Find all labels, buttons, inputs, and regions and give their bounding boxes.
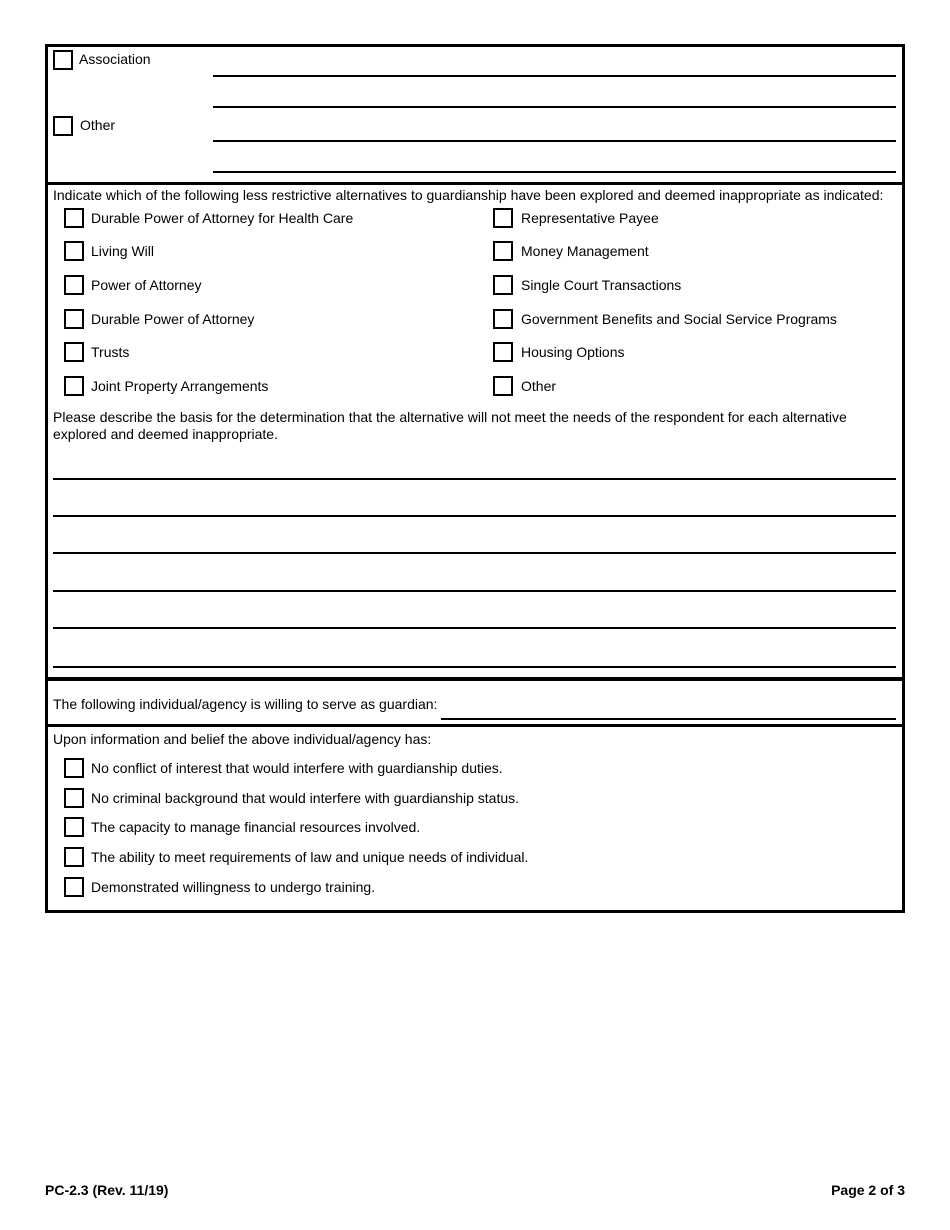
alt-left-checkbox-3[interactable]	[64, 275, 84, 295]
describe-line-1[interactable]	[53, 478, 896, 480]
describe-prompt: Please describe the basis for the determination that the alternative will not meet the needs of the respondent for each alternative explored and deemed inappropriate.	[53, 409, 847, 442]
footer-form-id: PC-2.3 (Rev. 11/19)	[45, 1182, 169, 1198]
qualifications-intro: Upon information and belief the above individual/agency has:	[53, 731, 432, 747]
alt-left-label-3: Power of Attorney	[91, 277, 202, 293]
footer-page-number: Page 2 of 3	[831, 1182, 905, 1198]
alt-left-checkbox-4[interactable]	[64, 309, 84, 329]
alternatives-intro: Indicate which of the following less restrictive alternatives to guardianship have been explored and deemed inappropriate as indicated:	[53, 187, 884, 203]
describe-line-4[interactable]	[53, 590, 896, 592]
alt-right-label-3: Single Court Transactions	[521, 277, 682, 293]
other-entity-line-2[interactable]	[213, 171, 896, 173]
alt-left-checkbox-6[interactable]	[64, 376, 84, 396]
alt-right-label-4: Government Benefits and Social Service Programs	[521, 311, 837, 327]
qual-checkbox-1[interactable]	[64, 758, 84, 778]
association-line-2[interactable]	[213, 106, 896, 108]
alt-left-label-4: Durable Power of Attorney	[91, 311, 255, 327]
alt-right-checkbox-6[interactable]	[493, 376, 513, 396]
alt-right-checkbox-2[interactable]	[493, 241, 513, 261]
alt-left-checkbox-2[interactable]	[64, 241, 84, 261]
section-divider-2	[47, 677, 903, 681]
alt-right-checkbox-3[interactable]	[493, 275, 513, 295]
alt-left-checkbox-1[interactable]	[64, 208, 84, 228]
section-divider-3	[47, 724, 903, 727]
association-label: Association	[79, 51, 151, 67]
describe-line-3[interactable]	[53, 552, 896, 554]
alt-right-label-1: Representative Payee	[521, 210, 659, 226]
alt-left-checkbox-5[interactable]	[64, 342, 84, 362]
alt-left-label-1: Durable Power of Attorney for Health Care	[91, 210, 354, 226]
describe-line-6[interactable]	[53, 666, 896, 668]
association-line-1[interactable]	[213, 75, 896, 77]
alt-left-label-5: Trusts	[91, 344, 130, 360]
section-divider-1	[47, 182, 903, 185]
guardian-willing-label: The following individual/agency is willing to serve as guardian:	[53, 696, 438, 712]
alt-right-label-5: Housing Options	[521, 344, 625, 360]
other-entity-label: Other	[80, 117, 116, 133]
other-entity-checkbox[interactable]	[53, 116, 73, 136]
qual-label-1: No conflict of interest that would interfere with guardianship duties.	[91, 760, 503, 776]
qual-checkbox-4[interactable]	[64, 847, 84, 867]
qual-checkbox-5[interactable]	[64, 877, 84, 897]
qual-label-2: No criminal background that would interfere with guardianship status.	[91, 790, 520, 806]
describe-line-2[interactable]	[53, 515, 896, 517]
qual-label-4: The ability to meet requirements of law and unique needs of individual.	[91, 849, 529, 865]
qual-label-5: Demonstrated willingness to undergo training.	[91, 879, 376, 895]
association-checkbox[interactable]	[53, 50, 73, 70]
describe-line-5[interactable]	[53, 627, 896, 629]
alt-right-label-2: Money Management	[521, 243, 649, 259]
alt-left-label-6: Joint Property Arrangements	[91, 378, 269, 394]
other-entity-line-1[interactable]	[213, 140, 896, 142]
qual-checkbox-2[interactable]	[64, 788, 84, 808]
guardian-name-line[interactable]	[441, 718, 896, 720]
alt-right-checkbox-5[interactable]	[493, 342, 513, 362]
qual-checkbox-3[interactable]	[64, 817, 84, 837]
alt-right-checkbox-1[interactable]	[493, 208, 513, 228]
alt-right-label-6: Other	[521, 378, 557, 394]
qual-label-3: The capacity to manage financial resources involved.	[91, 819, 421, 835]
alt-left-label-2: Living Will	[91, 243, 155, 259]
alt-right-checkbox-4[interactable]	[493, 309, 513, 329]
